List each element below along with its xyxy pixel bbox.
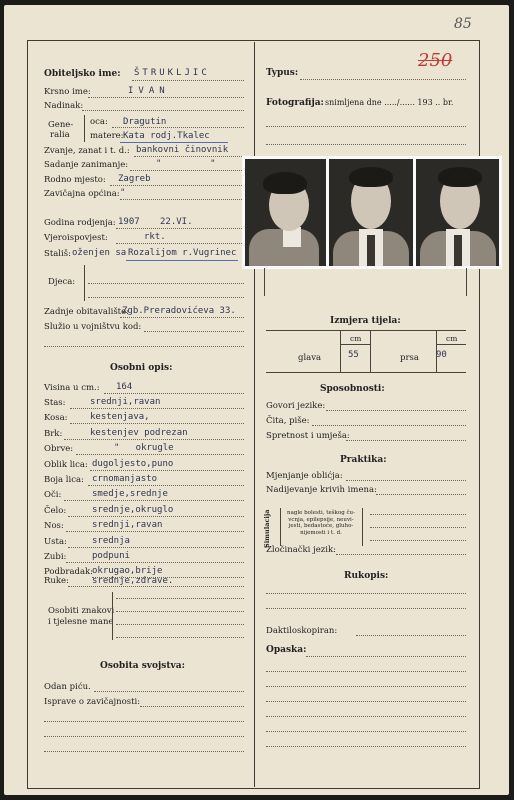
stature-line [70, 408, 244, 409]
simulation-brace-left [280, 508, 281, 546]
birth-year-label: Godina rodjenja: [44, 218, 116, 228]
mother-label: matere: [90, 131, 124, 141]
note-line-2 [266, 671, 466, 672]
photo-line-2 [266, 144, 466, 145]
cm-box-1-right [370, 330, 371, 372]
spouse-underline [126, 260, 238, 261]
cm-box-1-left [340, 330, 341, 372]
handwriting-line-1 [266, 593, 466, 594]
special-marks-line-4 [116, 637, 244, 638]
height-line [104, 393, 244, 394]
simulation-line-3 [370, 540, 466, 541]
languages-line [326, 410, 466, 411]
current-job-line [130, 170, 244, 171]
children-label: Djeca: [48, 277, 76, 287]
complexion-label: Boja lica: [44, 475, 84, 485]
religion-line [116, 243, 244, 244]
face-shape-label: Oblik lica: [44, 460, 88, 470]
simulation-brace-right [362, 508, 363, 546]
head-value: 55 [348, 350, 359, 360]
photo-bracket-left [264, 268, 265, 296]
photo-line-1 [266, 126, 466, 127]
eyes-value: smedje,srednje [92, 489, 168, 499]
fingerprinted-label: Daktiloskopiran: [266, 626, 338, 636]
special-marks-line-2 [116, 611, 244, 612]
teeth-value: podpuni [92, 551, 130, 561]
note-line-3 [266, 686, 466, 687]
cm-label-1: cm [350, 334, 362, 343]
marital-status-label: Stališ: [44, 249, 71, 259]
special-marks-line-1 [116, 598, 244, 599]
simulation-line-1 [370, 514, 466, 515]
nose-line [66, 531, 244, 532]
nickname-line [82, 110, 244, 111]
religion-value: rkt. [144, 232, 166, 242]
first-name-label: Krsno ime: [44, 87, 91, 97]
front-photo [329, 159, 413, 266]
chest-label: prsa [400, 353, 419, 363]
spouse-value: Rozalijom r.Vugrinec [128, 248, 237, 258]
teeth-line [66, 562, 244, 563]
father-line [112, 127, 244, 128]
chin-value: okrugao,brije [92, 566, 163, 576]
nose-label: Nos: [44, 521, 64, 531]
languages-label: Govori jezike: [266, 401, 326, 411]
hands-label: Ruke: [44, 576, 69, 586]
handwriting-line-2 [266, 608, 466, 609]
face-change-line [346, 480, 466, 481]
face-shape-line [90, 470, 244, 471]
genealogy-brace [84, 115, 85, 142]
criminal-language-line [336, 554, 466, 555]
last-address-line [120, 317, 244, 318]
mouth-label: Usta: [44, 537, 67, 547]
skill-line [346, 440, 466, 441]
profile-photo [245, 159, 326, 266]
first-name-value: IVAN [128, 86, 170, 96]
nose-value: srednji,ravan [92, 520, 163, 530]
record-number-stamp: 250 [418, 50, 453, 71]
hair-label: Kosa: [44, 413, 68, 423]
skill-label: Spretnost i umješa: [266, 431, 350, 441]
children-brace [84, 265, 85, 301]
read-write-line [312, 425, 466, 426]
mother-value: Kata rodj.Tkalec [123, 131, 210, 141]
personal-description-heading: Osobni opis: [110, 363, 173, 373]
surname-value: ŠTRUKLJIC [134, 68, 210, 78]
column-divider [254, 42, 255, 787]
drinking-label: Odan piću. [44, 682, 91, 692]
eyes-line [64, 500, 244, 501]
military-label: Služio u vojništvu kod: [44, 322, 142, 332]
complexion-value: crnomanjasto [92, 474, 158, 484]
occupation-line [134, 156, 244, 157]
hands-value: srednje,zdrave. [92, 576, 174, 586]
birthplace-label: Rodno mjesto: [44, 175, 106, 185]
complexion-line [88, 485, 244, 486]
photo-bracket-right [466, 268, 467, 296]
nickname-label: Nadinak: [44, 101, 84, 111]
occupation-value: bankovni činovnik [136, 145, 229, 155]
father-label: oca: [90, 117, 108, 127]
cm-box-1-top [340, 344, 370, 345]
birth-day-value: 22.VI. [160, 217, 193, 227]
hair-line [70, 423, 244, 424]
forehead-label: Čelo: [44, 506, 67, 516]
home-municipality-line [120, 199, 244, 200]
birthplace-line [110, 185, 244, 186]
residency-docs-line-1 [140, 706, 244, 707]
read-write-label: Čita, piše: [266, 416, 310, 426]
home-municipality-value: " [120, 188, 126, 198]
hair-value: kestenjava, [90, 412, 150, 422]
special-marks-label-2: i tjelesne mane [48, 617, 114, 627]
abilities-heading: Sposobnosti: [320, 384, 385, 394]
handwriting-heading: Rukopis: [344, 571, 389, 581]
residency-docs-label: Isprave o zavičajnosti: [44, 697, 141, 707]
residency-docs-line-4 [44, 751, 244, 752]
simulation-label: Simulacija [263, 509, 271, 548]
father-value: Dragutin [123, 117, 167, 127]
note-heading: Opaska: [266, 645, 307, 655]
religion-label: Vjeroispovjest: [44, 233, 108, 243]
note-line-6 [266, 731, 466, 732]
home-municipality-label: Zavičajna općina: [44, 189, 120, 199]
mother-underline [120, 142, 228, 143]
eyebrows-line [76, 454, 244, 455]
photo-date-text: snimljena dne ...../...... 193 .. br. [325, 98, 454, 107]
false-names-line [376, 494, 466, 495]
current-job-label: Sadanje zanimanje: [44, 160, 129, 170]
last-address-value: Zgb.Preradovićeva 33. [122, 306, 236, 316]
special-marks-brace [112, 592, 113, 640]
moustache-line [64, 439, 244, 440]
face-change-label: Mjenjanje oblićja: [266, 471, 343, 481]
mouth-line [68, 547, 244, 548]
page-number-handwritten: 85 [454, 16, 472, 32]
chest-value: 90 [436, 350, 447, 360]
special-marks-label: Osobiti znakovi [48, 606, 115, 616]
military-line-2 [44, 346, 244, 347]
forehead-value: srednje,okruglo [92, 505, 174, 515]
surname-line [132, 80, 244, 81]
simulation-line-2 [370, 527, 466, 528]
surname-label: Obiteljsko ime: [44, 69, 121, 79]
false-names-label: Nadijevanje krivih imena: [266, 485, 377, 495]
marital-status-value: oženjen sa [72, 248, 127, 258]
stature-label: Stas: [44, 398, 66, 408]
eyebrows-label: Obrve: [44, 444, 74, 454]
height-label: Visina u cm.: [44, 383, 100, 393]
genealogy-label-2: ralia [50, 130, 70, 140]
head-label: glava [298, 353, 322, 363]
birth-year-line [116, 228, 244, 229]
measure-rule-bottom [266, 372, 466, 373]
residency-docs-line-3 [44, 736, 244, 737]
photo-label: Fotografija: [266, 98, 324, 108]
practice-heading: Praktika: [340, 455, 387, 465]
forehead-line [68, 516, 244, 517]
hands-line [68, 586, 244, 587]
note-line-4 [266, 701, 466, 702]
simulation-text: nagle bolesti, teškog ču- vcnja, epilepsije, neuvi- jesti, bedastoće, gluho- nijemosti i t. d. [287, 510, 355, 536]
birthplace-value: Zagreb [118, 174, 151, 184]
current-job-value: " " [156, 159, 216, 169]
residency-docs-line-2 [44, 721, 244, 722]
eyebrows-value: " okrugle [114, 443, 174, 453]
stature-value: srednji,ravan [90, 397, 161, 407]
mugshot-photograph [242, 156, 502, 269]
birth-year-value: 1907 [118, 217, 140, 227]
face-shape-value: dugoljesto,puno [92, 459, 174, 469]
military-line [144, 331, 244, 332]
height-value: 164 [116, 382, 133, 392]
teeth-label: Zubi: [44, 552, 67, 562]
note-line-7 [266, 746, 466, 747]
moustache-label: Brk: [44, 429, 63, 439]
special-traits-heading: Osobita svojstva: [100, 661, 185, 671]
last-address-label: Zadnje obitavalište: [44, 307, 129, 317]
note-line-5 [266, 716, 466, 717]
three-quarter-photo [416, 159, 499, 266]
cm-label-2: cm [446, 334, 458, 343]
note-line-1 [306, 656, 466, 657]
genealogy-label: Gene- [48, 120, 74, 130]
typus-line [300, 79, 466, 80]
fingerprinted-line [356, 635, 466, 636]
cm-box-2-top [436, 344, 466, 345]
eyes-label: Oči: [44, 490, 62, 500]
mouth-value: srednja [92, 536, 130, 546]
children-line-2 [88, 297, 244, 298]
drinking-line [94, 691, 244, 692]
moustache-value: kestenjev podrezan [90, 428, 188, 438]
typus-label: Typus: [266, 68, 299, 78]
children-line-1 [88, 283, 244, 284]
first-name-line [88, 97, 244, 98]
criminal-language-label: Zločinački jezik: [266, 545, 336, 555]
occupation-label: Zvanje, zanat i t. d.: [44, 146, 130, 156]
special-marks-line-3 [116, 624, 244, 625]
body-measurement-heading: Izmjera tijela: [330, 316, 401, 326]
chin-label: Podbradak: [44, 567, 94, 577]
